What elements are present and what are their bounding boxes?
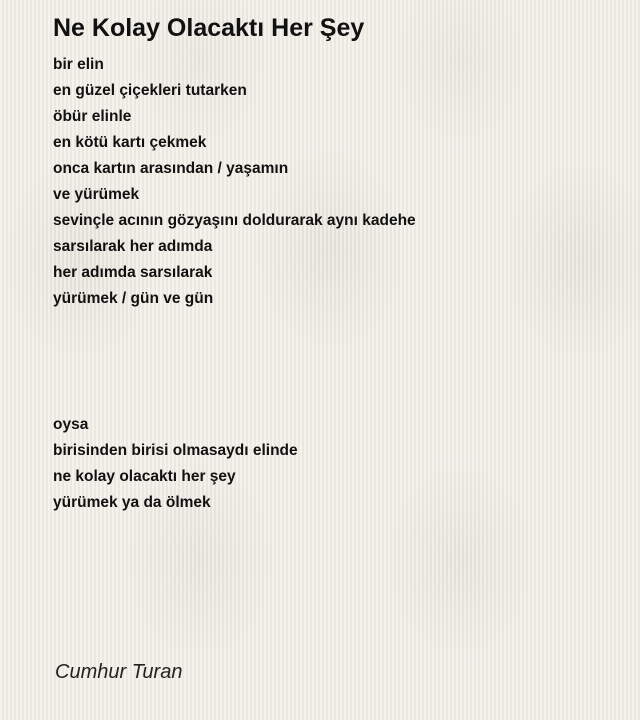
poem-line: en kötü kartı çekmek xyxy=(53,134,207,151)
poem-line: yürümek ya da ölmek xyxy=(53,494,211,511)
poem-title: Ne Kolay Olacaktı Her Şey xyxy=(53,14,365,42)
poem-line: sevinçle acının gözyaşını doldurarak aynı kadehe xyxy=(53,212,416,229)
poem-line: öbür elinle xyxy=(53,108,132,125)
poem-line: en güzel çiçekleri tutarken xyxy=(53,82,247,99)
poem-line: her adımda sarsılarak xyxy=(53,264,213,281)
poem-author: Cumhur Turan xyxy=(55,661,183,683)
poem-body xyxy=(53,52,623,516)
poem-line: bir elin xyxy=(53,56,104,73)
poem-line: onca kartın arasından / yaşamın xyxy=(53,160,289,177)
poem-line: ve yürümek xyxy=(53,186,140,203)
poem-line: birisinden birisi olmasaydı elinde xyxy=(53,442,298,459)
poem-line: yürümek / gün ve gün xyxy=(53,290,214,307)
poem-line: oysa xyxy=(53,416,89,433)
poem-line: sarsılarak her adımda xyxy=(53,238,213,255)
stanza-2 xyxy=(53,412,623,516)
poem-line: ne kolay olacaktı her şey xyxy=(53,468,236,485)
stanza-1 xyxy=(53,52,623,312)
